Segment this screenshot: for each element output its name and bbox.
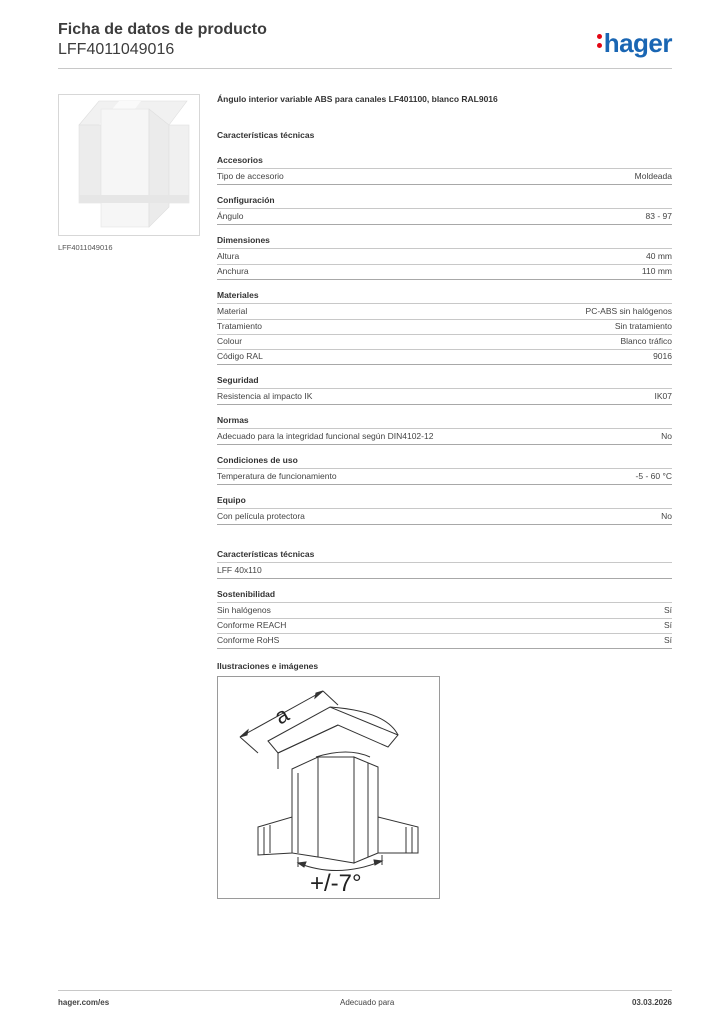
spec-row	[217, 350, 672, 365]
spec-value: Sí	[663, 620, 672, 630]
spec-value: 9016	[653, 351, 672, 361]
spec-value: Sí	[663, 605, 672, 615]
spec-row	[217, 210, 672, 225]
page-header	[58, 20, 672, 68]
header-divider	[58, 68, 672, 69]
spec-row	[217, 604, 672, 619]
spec-label: Código RAL	[217, 351, 263, 361]
spec-groups-secondary	[217, 549, 672, 649]
spec-row	[217, 634, 672, 649]
spec-row	[217, 564, 672, 579]
spec-group-title: Características técnicas	[217, 549, 672, 563]
spec-value: -5 - 60 °C	[635, 471, 672, 481]
spec-value: 40 mm	[646, 251, 672, 261]
spec-group-title: Normas	[217, 415, 672, 429]
spec-group	[217, 235, 672, 280]
spec-group-title: Configuración	[217, 195, 672, 209]
spec-group	[217, 290, 672, 365]
spec-label: Resistencia al impacto IK	[217, 391, 313, 401]
spec-label: Colour	[217, 336, 243, 346]
spec-row	[217, 390, 672, 405]
spec-group	[217, 455, 672, 485]
spec-row	[217, 170, 672, 185]
spec-value: PC-ABS sin halógenos	[585, 306, 672, 316]
spec-label: LFF 40x110	[217, 565, 262, 575]
spec-label: Tratamiento	[217, 321, 263, 331]
spec-value: No	[661, 431, 672, 441]
spec-row	[217, 320, 672, 335]
spec-value: Sí	[663, 635, 672, 645]
spec-value: Blanco tráfico	[620, 336, 672, 346]
footer-date: 03.03.2026	[631, 998, 672, 1007]
spec-label: Adecuado para la integridad funcional según DIN4102-12	[217, 431, 434, 441]
logo-text: hager	[603, 28, 672, 58]
spec-label: Material	[217, 306, 248, 316]
product-description: Ángulo interior variable ABS para canales LF401100, blanco RAL9016	[217, 94, 498, 104]
footer-website-link[interactable]: hager.com/es	[58, 998, 110, 1007]
spec-group	[217, 195, 672, 225]
logo-dots-icon	[597, 34, 602, 52]
spec-row	[217, 430, 672, 445]
footer-divider	[58, 990, 672, 991]
spec-value: 83 - 97	[645, 211, 672, 221]
angle-label: +/-7°	[310, 870, 362, 897]
spec-row	[217, 305, 672, 320]
spec-row	[217, 250, 672, 265]
spec-row	[217, 335, 672, 350]
spec-label: Temperatura de funcionamiento	[217, 471, 337, 481]
spec-row	[217, 510, 672, 525]
thumbnail-caption: LFF4011049016	[58, 243, 113, 252]
spec-group	[217, 375, 672, 405]
spec-group-title: Materiales	[217, 290, 672, 304]
spec-label: Altura	[217, 251, 240, 261]
spec-group	[217, 155, 672, 185]
product-reference: LFF4011049016	[58, 41, 175, 58]
spec-label: Conforme REACH	[217, 620, 287, 630]
product-thumbnail	[58, 94, 200, 236]
spec-row	[217, 470, 672, 485]
spec-row	[217, 265, 672, 280]
spec-value: Moldeada	[634, 171, 672, 181]
spec-groups	[217, 155, 672, 525]
spec-group-title: Sostenibilidad	[217, 589, 672, 603]
spec-value: Sin tratamiento	[614, 321, 672, 331]
footer-center-text: Adecuado para	[340, 998, 395, 1007]
spec-group	[217, 549, 672, 579]
spec-group-title: Equipo	[217, 495, 672, 509]
dimension-a-label: a	[270, 701, 294, 730]
spec-row	[217, 619, 672, 634]
product-specs	[217, 94, 672, 671]
spec-label: Tipo de accesorio	[217, 171, 284, 181]
spec-group	[217, 495, 672, 525]
document-title: Ficha de datos de producto	[58, 21, 267, 38]
spec-group	[217, 589, 672, 649]
technical-drawing	[217, 676, 440, 899]
tech-title: Características técnicas	[217, 130, 315, 140]
angle-drawing-icon	[218, 677, 439, 898]
spec-label: Conforme RoHS	[217, 635, 280, 645]
spec-label: Ángulo	[217, 211, 244, 221]
spec-group-title: Seguridad	[217, 375, 672, 389]
spec-value: No	[661, 511, 672, 521]
spec-group-title: Dimensiones	[217, 235, 672, 249]
spec-value: IK07	[654, 391, 672, 401]
illustrations-title: Ilustraciones e imágenes	[217, 661, 319, 671]
hager-logo[interactable]	[597, 28, 672, 59]
spec-label: Sin halógenos	[217, 605, 271, 615]
spec-group-title: Accesorios	[217, 155, 672, 169]
spec-group-title: Condiciones de uso	[217, 455, 672, 469]
spec-label: Con película protectora	[217, 511, 305, 521]
product-photo-icon	[59, 95, 199, 235]
spec-label: Anchura	[217, 266, 249, 276]
spec-value: 110 mm	[641, 266, 672, 276]
spec-group	[217, 415, 672, 445]
